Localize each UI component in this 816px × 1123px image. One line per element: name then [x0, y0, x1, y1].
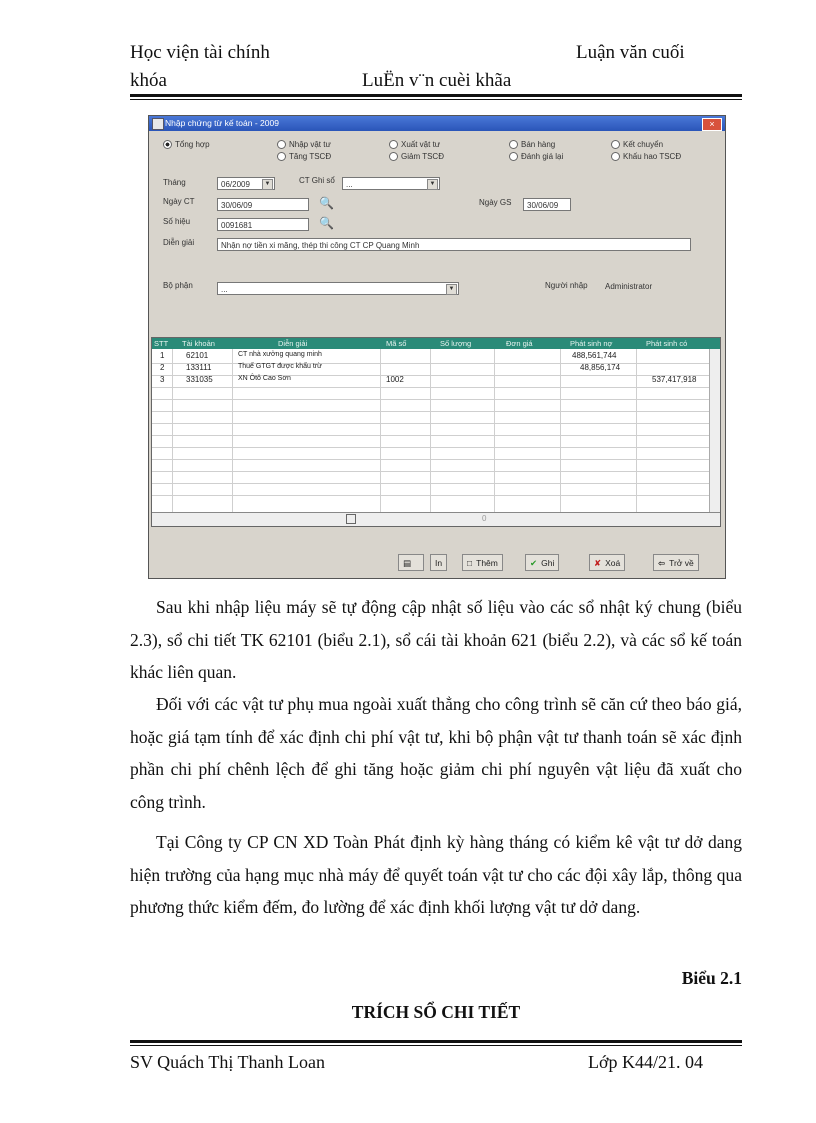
calc-icon [346, 514, 356, 524]
table-row-3-code[interactable]: 1002 [386, 375, 404, 384]
col-so-luong: Số lượng [440, 339, 472, 348]
radio-dot-icon [389, 140, 398, 149]
grid-scrollbar[interactable] [709, 349, 720, 513]
footer-student: SV Quách Thị Thanh Loan [130, 1052, 325, 1072]
table-row-3-account[interactable]: 331035 [186, 375, 213, 384]
label-thang: Tháng [163, 178, 186, 187]
print-button[interactable]: In [430, 554, 447, 571]
header-khoa: khóa [130, 70, 167, 91]
col-phat-sinh-co: Phát sinh có [646, 339, 688, 348]
window-titlebar [149, 116, 725, 131]
radio-dot-icon [509, 152, 518, 161]
col-ma-so: Mã số [386, 339, 407, 348]
table-row-2-account[interactable]: 133111 [186, 363, 212, 372]
search-icon[interactable]: 🔍 [319, 196, 334, 210]
col-stt: STT [154, 339, 169, 348]
col-don-gia: Đơn giá [506, 339, 533, 348]
col-tai-khoan: Tài khoản [182, 339, 215, 348]
radio-tang-tscd[interactable]: Tăng TSCĐ [277, 152, 331, 161]
footer-class: Lớp K44/21. 04 [588, 1052, 704, 1072]
table-row-1-desc[interactable]: CT nhà xưởng quang minh [238, 351, 322, 358]
label-dien-giai: Diễn giải [163, 238, 195, 247]
bo-phan-select[interactable]: ... ▼ [217, 282, 459, 295]
table-row-1-account[interactable]: 62101 [186, 351, 209, 360]
header-school: Học viện tài chính [130, 42, 270, 63]
ngay-gs-input[interactable]: 30/06/09 [523, 198, 571, 211]
section-heading: TRÍCH SỔ CHI TIẾT [351, 1002, 521, 1022]
col-dien-giai: Diễn giải [278, 339, 308, 348]
footer-rule-thin [130, 1045, 742, 1046]
paragraph-2: Đối với các vật tư phụ mua ngoài xuất thẳng cho công trình sẽ căn cứ theo báo giá, hoặc giá tạm tính để xác định chi phí vật tư, khi bộ phận vật tư thanh toán sẽ xác định phần chi phí chênh lệch để ghi tăng hoặc giảm chi phí nguyên vật liệu đã xuất cho công trình. [130, 694, 742, 812]
label-ngay-gs: Ngày GS [479, 198, 512, 207]
label-bo-phan: Bộ phận [163, 281, 193, 290]
table-row-1-debit[interactable]: 488,561,744 [572, 351, 617, 360]
voucher-entry-window [148, 115, 726, 579]
radio-khau-hao-tscd[interactable]: Khấu hao TSCĐ [611, 152, 681, 161]
table-row-3-desc[interactable]: XN Ôtô Cao Sơn [238, 375, 291, 382]
so-hieu-input[interactable]: 0091681 [217, 218, 309, 231]
add-button[interactable]: □ Thêm [462, 554, 503, 571]
check-icon: ✔ [530, 558, 538, 568]
table-row-2-stt[interactable]: 2 [160, 363, 165, 372]
radio-giam-tscd[interactable]: Giảm TSCĐ [389, 152, 444, 161]
ct-ghi-so-select[interactable]: ... ▼ [342, 177, 440, 190]
table-row-1-stt[interactable]: 1 [160, 351, 165, 360]
printer-icon: ▤ [403, 558, 412, 568]
table-row-3-stt[interactable]: 3 [160, 375, 165, 384]
header-garbled-title: LuËn v¨n cuèi khãa [362, 70, 512, 91]
label-nguoi-nhap: Người nhập [545, 281, 588, 290]
header-rule-thin [130, 99, 742, 100]
radio-tong-hop[interactable]: Tổng hợp [163, 140, 210, 149]
chevron-down-icon: ▼ [446, 284, 457, 295]
footer-qty: 0 [482, 514, 487, 523]
chevron-down-icon: ▼ [427, 179, 438, 190]
header-thesis: Luận văn cuối [576, 42, 685, 63]
delete-button[interactable]: ✘ Xoá [589, 554, 625, 571]
label-ngay-ct: Ngày CT [163, 197, 195, 206]
header-rule [130, 94, 742, 97]
label-ct-ghi-so: CT Ghi sổ [299, 176, 335, 185]
grid-footer [152, 512, 720, 526]
radio-dot-icon [389, 152, 398, 161]
radio-danh-gia-lai[interactable]: Đánh giá lại [509, 152, 563, 161]
radio-dot-icon [509, 140, 518, 149]
radio-dot-icon [277, 140, 286, 149]
label-so-hieu: Số hiệu [163, 217, 191, 226]
chevron-down-icon: ▼ [262, 179, 273, 190]
exit-icon: ⇦ [658, 558, 666, 568]
dien-giai-input[interactable]: Nhận nợ tiền xi măng, thép thi công CT CP Quang Minh [217, 238, 691, 251]
radio-dot-icon [611, 152, 620, 161]
col-phat-sinh-no: Phát sinh nợ [570, 339, 613, 348]
radio-dot-icon [277, 152, 286, 161]
bieu-label: Biểu 2.1 [681, 968, 742, 988]
radio-xuat-vat-tu[interactable]: Xuất vật tư [389, 140, 440, 149]
month-select[interactable]: 06/2009 ▼ [217, 177, 275, 190]
radio-dot-icon [163, 140, 172, 149]
table-row-2-desc[interactable]: Thuế GTGT được khấu trừ [238, 363, 322, 370]
grid-header [152, 338, 720, 349]
search-icon[interactable]: 🔍 [319, 216, 334, 230]
entries-grid [151, 337, 721, 527]
radio-ban-hang[interactable]: Bán hàng [509, 140, 555, 149]
table-row-3-credit[interactable]: 537,417,918 [652, 375, 697, 384]
save-button[interactable]: ✔ Ghi [525, 554, 559, 571]
document-icon: □ [467, 558, 473, 568]
radio-ket-chuyen[interactable]: Kết chuyển [611, 140, 663, 149]
footer-rule [130, 1040, 742, 1043]
window-title: Nhập chứng từ kế toán - 2009 [165, 118, 279, 128]
close-icon: ✘ [594, 558, 602, 568]
table-row-2-debit[interactable]: 48,856,174 [580, 363, 621, 372]
nguoi-nhap-value: Administrator [605, 282, 653, 291]
radio-nhap-vat-tu[interactable]: Nhập vật tư [277, 140, 331, 149]
app-icon [152, 118, 164, 130]
radio-dot-icon [611, 140, 620, 149]
paragraph-1: Sau khi nhập liệu máy sẽ tự động cập nhật số liệu vào các sổ nhật ký chung (biểu 2.3), sổ chi tiết TK 62101 (biểu 2.1), sổ cái tài khoản 621 (biểu 2.2), và các sổ kế toán khác liên quan. [130, 597, 742, 682]
ngay-ct-input[interactable]: 30/06/09 [217, 198, 309, 211]
preview-button[interactable] [398, 554, 424, 571]
close-icon[interactable]: × [702, 118, 722, 131]
back-button[interactable]: ⇦ Trở về [653, 554, 699, 571]
paragraph-3: Tại Công ty CP CN XD Toàn Phát định kỳ hàng tháng có kiểm kê vật tư dở dang hiện trường của hạng mục nhà máy để quyết toán vật tư cho các đội xây lắp, thông qua phương thức kiểm đếm, đo lường để xác định khối lượng vật tư dở dang. [130, 832, 742, 917]
